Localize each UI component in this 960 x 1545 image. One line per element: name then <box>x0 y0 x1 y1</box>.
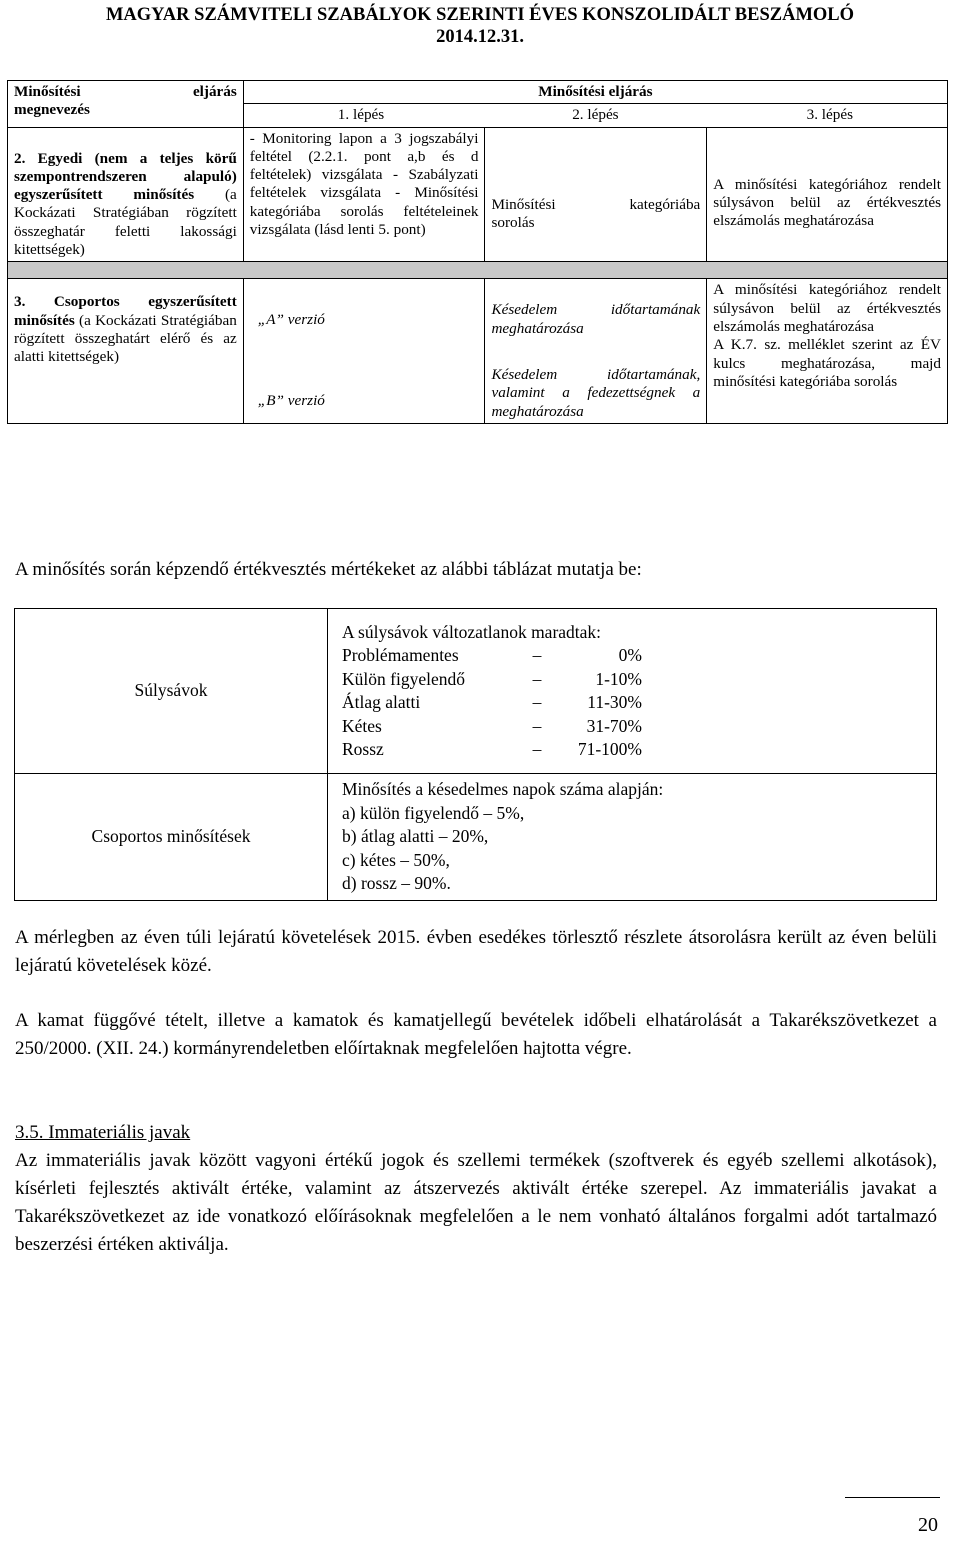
list-item: Kétes – 31-70% <box>342 715 642 736</box>
weight-bands-label: Súlysávok <box>15 609 328 774</box>
shaded-separator-row <box>8 262 948 279</box>
paragraph-receivables: A mérlegben az éven túli lejáratú követelések 2015. évben esedékes törlesztő részlete átsorolásra került az éven belüli lejáratú követelések közé. <box>15 927 937 976</box>
list-item: Rossz – 71-100% <box>342 739 642 759</box>
table-row <box>8 127 948 262</box>
row3-name: 3. Csoportos egyszerűsített minősítés (a Kockázati Stratégiában rögzített összeghatárt elérő és az alatti kitettségek) <box>8 279 244 423</box>
table-row <box>8 279 948 423</box>
row3-step3: A minősítési kategóriához rendelt súlysávon belül az értékvesztés elszámolás meghatározása A K.7. sz. melléklet szerint az ÉV kulcs meghatározása, majd minősítési kategóriába sorolás <box>707 279 948 423</box>
footer-rule <box>845 1497 940 1498</box>
impairment-rates-table <box>14 608 937 901</box>
weight-bands-content: A súlysávok változatlanok maradtak: Problémamentes – 0% Külön figyelendő – 1-10% Átlag alatti – 11-30% Kétes – 31-70% Rossz – 71-100% <box>328 609 937 774</box>
list-item: b) átlag alatti – 20%, <box>342 826 489 846</box>
step2-header: 2. lépés <box>572 106 619 124</box>
version-a: „A” verzió <box>257 311 325 329</box>
row2-step3: A minősítési kategóriához rendelt súlysávon belül az értékvesztés elszámolás meghatározása <box>707 127 948 262</box>
page-number: 20 <box>918 1514 938 1536</box>
row3-step2: Késedelem időtartamának meghatározása Késedelem időtartamának, valamint a fedezettségnek a meghatározása <box>485 279 707 423</box>
section-heading: 3.5. Immateriális javak <box>15 1122 191 1143</box>
header-title: MAGYAR SZÁMVITELI SZABÁLYOK SZERINTI ÉVES KONSZOLIDÁLT BESZÁMOLÓ <box>105 5 855 25</box>
document-header <box>0 4 960 48</box>
group-ratings-content: Minősítés a késedelmes napok száma alapján: a) külön figyelendő – 5%, b) átlag alatti – 20%, c) kétes – 50%, d) rossz – 90%. <box>328 774 937 901</box>
list-item: d) rossz – 90%. <box>342 873 451 893</box>
table-header-row <box>8 81 948 104</box>
list-item: a) külön figyelendő – 5%, <box>342 802 525 823</box>
table-row <box>15 774 937 901</box>
list-item: c) kétes – 50%, <box>342 849 450 870</box>
col-header-procedure: Minősítési eljárás <box>243 81 947 104</box>
list-item: Külön figyelendő – 1-10% <box>342 668 642 689</box>
intro-sentence: A minősítés során képzendő értékvesztés mértékeket az alábbi táblázat mutatja be: <box>15 559 642 580</box>
rating-process-table <box>7 80 948 424</box>
step1-header: 1. lépés <box>337 106 385 124</box>
table-row <box>15 609 937 774</box>
version-b: „B” verzió <box>257 391 325 409</box>
list-item: Átlag alatti – 11-30% <box>342 692 642 712</box>
row2-name: 2. Egyedi (nem a teljes körű szempontrendszeren alapuló) egyszerűsített minősítés (a Kockázati Stratégiában rögzített összeghatár feletti lakossági kitettségek) <box>8 127 244 262</box>
list-item: Problémamentes – 0% <box>342 645 642 665</box>
row2-step1: - Monitoring lapon a 3 jogszabályi feltétel (2.2.1. pont a,b és d feltételek) vizsgálata - Szabályzati feltételek vizsgálata - Minősítési kategóriába sorolás feltételeinek vizsgálata (lásd lenti 5. pont) <box>243 127 485 262</box>
row3-versions <box>243 279 485 423</box>
header-date: 2014.12.31. <box>436 27 524 47</box>
paragraph-intangibles: Az immateriális javak között vagyoni értékű jogok és szellemi termékek (szoftverek és egyéb szellemi alkotások), kísérleti fejlesztés aktivált értéke, valamint az átszervezés aktivált értéke szerepel. Az immateriális javakat a Takarékszövetkezet az ide vonatkozó előírásoknak megfelelően a le nem vonható általános forgalmi adót tartalmazó beszerzési értéken aktiválja. <box>15 1150 937 1255</box>
paragraph-interest: A kamat függővé tételt, illetve a kamatok és kamatjellegű bevételek időbeli elhatárolását a Takarékszövetkezet a 250/2000. (XII. 24.) kormányrendeletben előírtaknak megfelelően hajtotta végre. <box>15 1010 937 1059</box>
col-header-name: Minősítési eljárás megnevezés <box>8 81 244 128</box>
step3-header: 3. lépés <box>806 106 854 124</box>
group-ratings-label: Csoportos minősítések <box>15 774 328 901</box>
row2-step2: Minősítési kategóriába sorolás <box>485 127 707 262</box>
